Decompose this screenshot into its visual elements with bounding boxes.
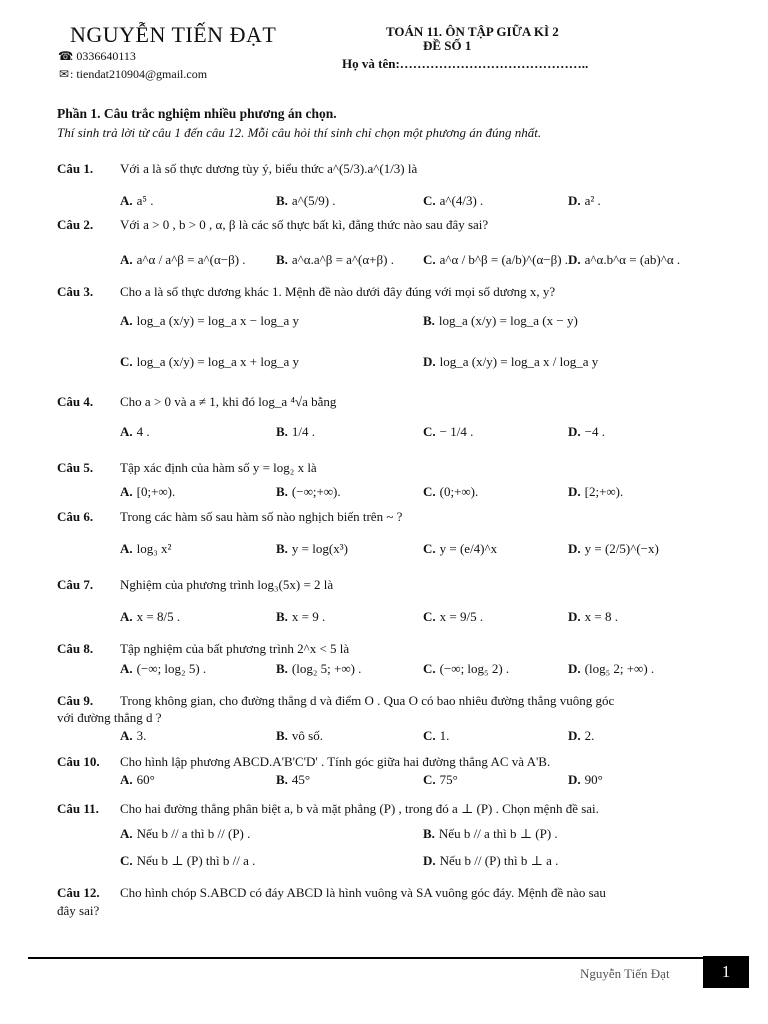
phone-icon: ☎ [58, 49, 73, 63]
phone-line [58, 49, 136, 64]
option-c[interactable]: C. y = (e/4)^x [423, 541, 498, 556]
option-d[interactable]: D. y = (2/5)^(−x) [568, 541, 659, 556]
option-b[interactable]: B. log_a (x/y) = log_a (x − y) [423, 313, 578, 328]
option-b[interactable]: B. 45° [276, 772, 311, 787]
option-b[interactable]: B. 1/4 . [276, 424, 316, 439]
option-a[interactable]: A. Nếu b // a thì b // (P) . [120, 826, 251, 841]
option-a[interactable]: A. a⁵ . [120, 193, 154, 208]
option-b[interactable]: B. a^α.a^β = a^(α+β) . [276, 252, 394, 267]
question-label: Câu 11. [57, 801, 99, 816]
question-label: Câu 5. [57, 460, 94, 475]
question-label: Câu 3. [57, 284, 94, 299]
option-d[interactable]: D. a² . [568, 193, 601, 208]
part-instruction: Thí sinh trả lời từ câu 1 đến câu 12. Mỗi câu hỏi thí sinh chỉ chọn một phương án đúng nhất. [57, 125, 542, 140]
question-text: Cho a > 0 và a ≠ 1, khi đó log_a ⁴√a bằng [120, 394, 337, 409]
option-d[interactable]: D. −4 . [568, 424, 605, 439]
option-a[interactable]: A. a^α / a^β = a^(α−β) . [120, 252, 246, 267]
option-a[interactable]: A. [0;+∞). [120, 484, 176, 499]
question-label: Câu 10. [57, 754, 100, 769]
option-d[interactable]: D. [2;+∞). [568, 484, 624, 499]
option-d[interactable]: D. 90° [568, 772, 603, 787]
question-label: Câu 12. [57, 885, 100, 900]
option-a[interactable]: A. 4 . [120, 424, 150, 439]
option-c[interactable]: C. a^α / b^β = (a/b)^(α−β) . [423, 252, 569, 267]
option-a[interactable]: A. 60° [120, 772, 155, 787]
option-d[interactable]: D. log_a (x/y) = log_a x / log_a y [423, 354, 599, 369]
option-c[interactable]: C. 75° [423, 772, 458, 787]
question-text: Cho a là số thực dương khác 1. Mệnh đề nào dưới đây đúng với mọi số dương x, y? [120, 284, 556, 299]
option-d[interactable]: D. Nếu b // (P) thì b ⊥ a . [423, 853, 559, 868]
option-d[interactable]: D. 2. [568, 728, 595, 743]
option-a[interactable]: A. log_a (x/y) = log_a x − log_a y [120, 313, 299, 328]
question-text: Nghiệm của phương trình log₃(5x) = 2 là [120, 577, 334, 592]
option-b[interactable]: B. y = log(x³) [276, 541, 348, 556]
option-c[interactable]: C. (−∞; log₅ 2) . [423, 661, 510, 676]
option-b[interactable]: B. Nếu b // a thì b ⊥ (P) . [423, 826, 558, 841]
exam-title: TOÁN 11. ÔN TẬP GIỮA KÌ 2 [386, 24, 559, 39]
question-text: Tập nghiệm của bất phương trình 2^x < 5 là [120, 641, 350, 656]
option-c[interactable]: C. log_a (x/y) = log_a x + log_a y [120, 354, 299, 369]
option-c[interactable]: C. Nếu b ⊥ (P) thì b // a . [120, 853, 256, 868]
footer-author: Nguyễn Tiến Đạt [580, 966, 670, 981]
email-line [58, 67, 207, 82]
option-d[interactable]: D. x = 8 . [568, 609, 618, 624]
option-c[interactable]: C. a^(4/3) . [423, 193, 484, 208]
option-d[interactable]: D. (log₅ 2; +∞) . [568, 661, 655, 676]
option-a[interactable]: A. (−∞; log₂ 5) . [120, 661, 207, 676]
option-a[interactable]: A. 3. [120, 728, 147, 743]
question-text-continued: đây sai? [57, 903, 100, 918]
option-a[interactable]: A. log₃ x² [120, 541, 172, 556]
option-b[interactable]: B. (log₂ 5; +∞) . [276, 661, 362, 676]
option-c[interactable]: C. − 1/4 . [423, 424, 474, 439]
option-c[interactable]: C. x = 9/5 . [423, 609, 484, 624]
option-a[interactable]: A. x = 8/5 . [120, 609, 181, 624]
student-name-field: Họ và tên:…………………………………….. [342, 56, 589, 71]
question-text: Tập xác định của hàm số y = log₂ x là [120, 460, 317, 475]
question-label: Câu 4. [57, 394, 94, 409]
option-b[interactable]: B. a^(5/9) . [276, 193, 336, 208]
mail-icon: ✉ [58, 67, 70, 81]
question-label: Câu 1. [57, 161, 94, 176]
option-b[interactable]: B. vô số. [276, 728, 323, 743]
question-label: Câu 8. [57, 641, 94, 656]
question-text-continued: với đường thẳng d ? [57, 710, 162, 725]
email-address: : tiendat210904@gmail.com [70, 67, 208, 81]
option-c[interactable]: C. 1. [423, 728, 450, 743]
phone-number: : 0336640113 [70, 49, 136, 63]
question-label: Câu 6. [57, 509, 94, 524]
question-text: Cho hai đường thẳng phân biệt a, b và mặt phẳng (P) , trong đó a ⊥ (P) . Chọn mệnh đề sai. [120, 801, 599, 816]
question-text: Với a > 0 , b > 0 , α, β là các số thực bất kì, đẳng thức nào sau đây sai? [120, 217, 489, 232]
option-c[interactable]: C. (0;+∞). [423, 484, 479, 499]
question-text: Với a là số thực dương tùy ý, biểu thức a^(5/3).a^(1/3) là [120, 161, 418, 176]
option-d[interactable]: D. a^α.b^α = (ab)^α . [568, 252, 681, 267]
exam-code: ĐỀ SỐ 1 [423, 38, 472, 53]
question-text: Cho hình chóp S.ABCD có đáy ABCD là hình vuông và SA vuông góc đáy. Mệnh đề nào sau [120, 885, 606, 900]
question-label: Câu 2. [57, 217, 94, 232]
option-b[interactable]: B. x = 9 . [276, 609, 326, 624]
page-number: 1 [703, 956, 749, 988]
part-title: Phần 1. Câu trắc nghiệm nhiều phương án chọn. [57, 106, 337, 121]
footer-divider [28, 957, 738, 959]
question-text: Trong các hàm số sau hàm số nào nghịch biến trên ~ ? [120, 509, 403, 524]
author-name: NGUYỄN TIẾN ĐẠT [70, 22, 277, 47]
question-text: Cho hình lập phương ABCD.A'B'C'D' . Tính góc giữa hai đường thẳng AC và A'B. [120, 754, 551, 769]
question-label: Câu 9. [57, 693, 94, 708]
option-b[interactable]: B. (−∞;+∞). [276, 484, 341, 499]
question-text: Trong không gian, cho đường thẳng d và điểm O . Qua O có bao nhiêu đường thẳng vuông góc [120, 693, 615, 708]
question-label: Câu 7. [57, 577, 94, 592]
